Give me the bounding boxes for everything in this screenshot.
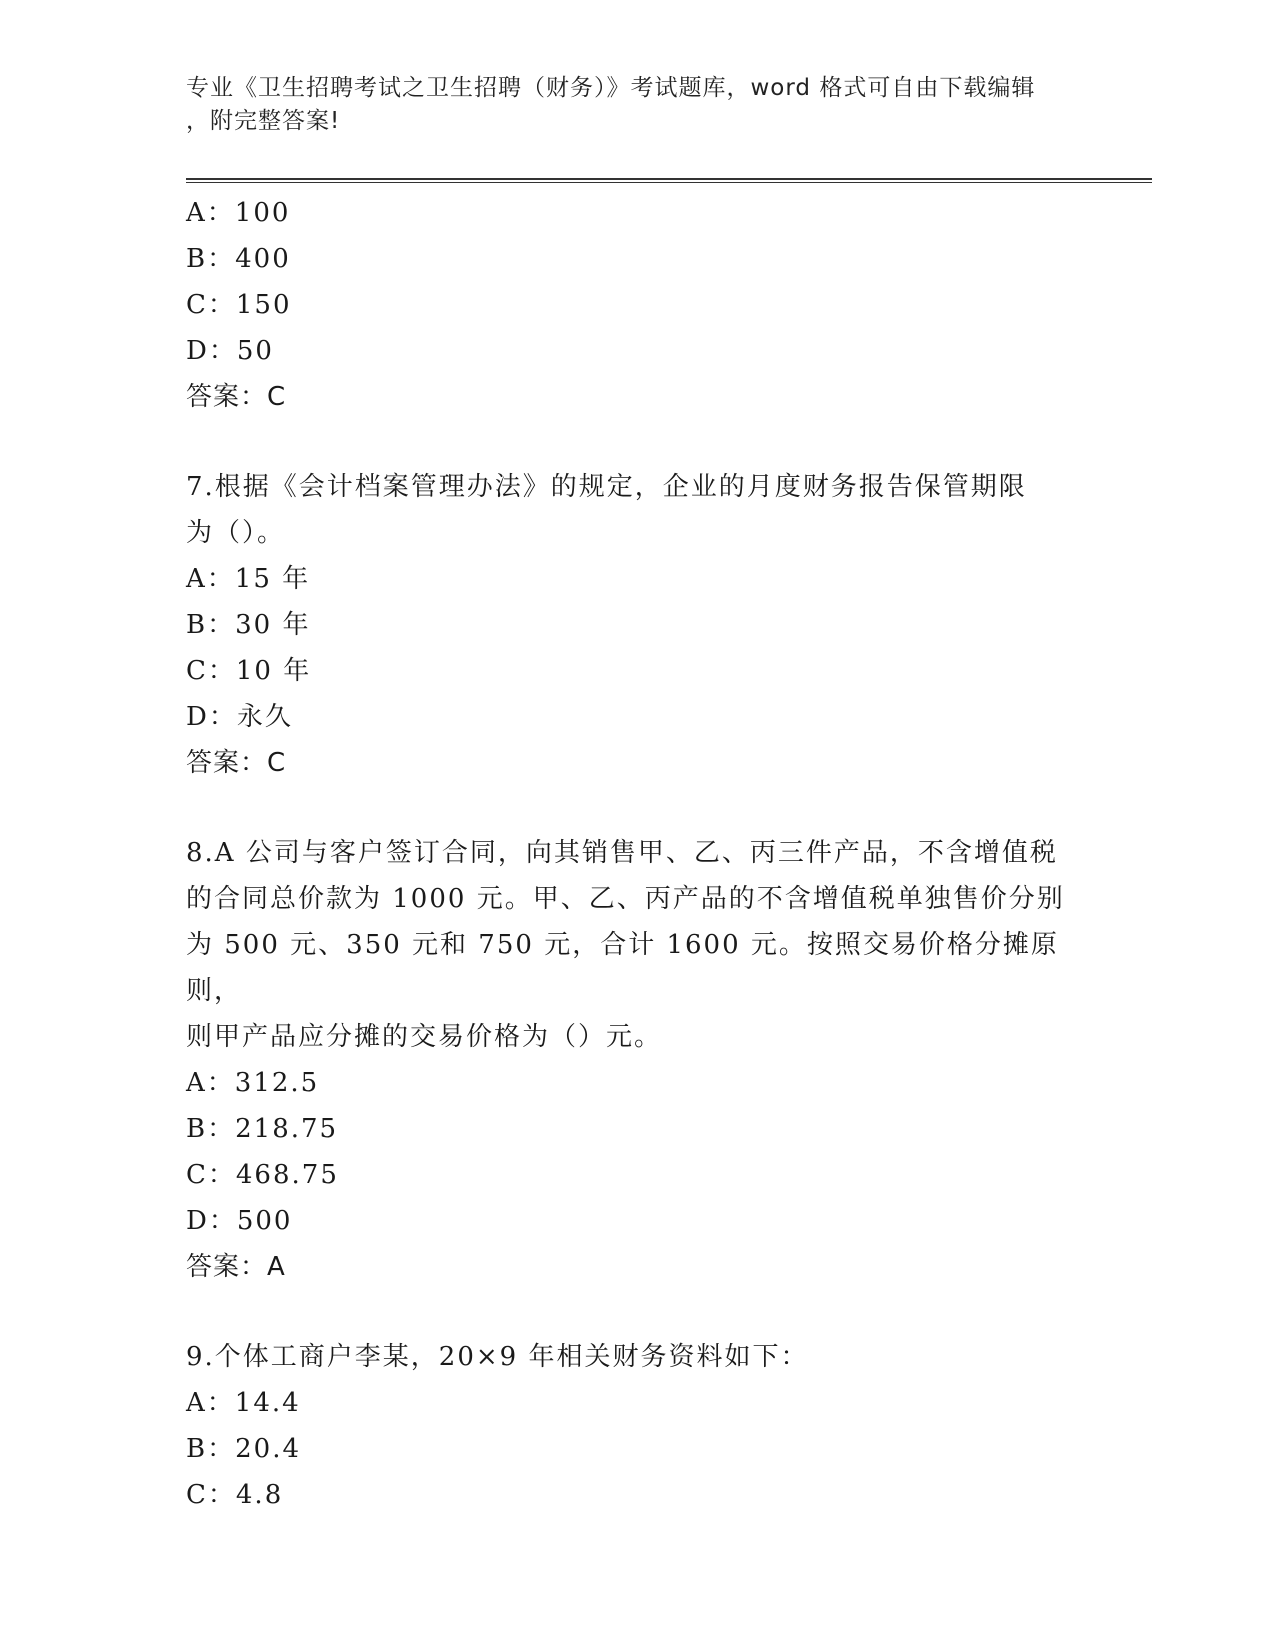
answer: 答案：A	[186, 1252, 286, 1282]
option-c: C：150	[186, 290, 292, 320]
question-stem-line: 9.个体工商户李某，20×9 年相关财务资料如下：	[186, 1342, 809, 1372]
question-stem-line: 8.A 公司与客户签订合同，向其销售甲、乙、丙三件产品，不含增值税	[186, 838, 1058, 868]
option-d: D：500	[186, 1206, 293, 1236]
question-stem-line: 为（）。	[186, 518, 286, 548]
option-c: C：10 年	[186, 656, 312, 686]
question-7	[186, 464, 1086, 786]
spacer	[186, 786, 1086, 830]
spacer	[186, 1290, 1086, 1334]
option-c: C：4.8	[186, 1480, 284, 1510]
option-a: A：312.5	[186, 1068, 320, 1098]
header-divider	[186, 178, 1152, 183]
option-c: C：468.75	[186, 1160, 339, 1190]
document-header	[186, 72, 1066, 138]
option-b: B：400	[186, 244, 291, 274]
question-9	[186, 1334, 1086, 1518]
option-d: D：50	[186, 336, 274, 366]
question-list	[186, 190, 1086, 1518]
question-stem-line: 为 500 元、350 元和 750 元，合计 1600 元。按照交易价格分摊原则，	[186, 930, 1059, 1006]
option-b: B：218.75	[186, 1114, 339, 1144]
answer: 答案：C	[186, 382, 287, 412]
header-line-2: ，附完整答案!	[186, 108, 341, 134]
spacer	[186, 420, 1086, 464]
option-a: A：100	[186, 198, 291, 228]
question-6	[186, 190, 1086, 420]
option-d: D：永久	[186, 702, 293, 732]
header-line-1: 专业《卫生招聘考试之卫生招聘（财务）》考试题库，word 格式可自由下载编辑	[186, 75, 1036, 101]
question-stem-line: 的合同总价款为 1000 元。甲、乙、丙产品的不含增值税单独售价分别	[186, 884, 1065, 914]
option-b: B：20.4	[186, 1434, 301, 1464]
option-a: A：15 年	[186, 564, 311, 594]
question-stem-line: 7.根据《会计档案管理办法》的规定，企业的月度财务报告保管期限	[186, 472, 1027, 502]
answer: 答案：C	[186, 748, 287, 778]
option-b: B：30 年	[186, 610, 311, 640]
question-stem-line: 则甲产品应分摊的交易价格为（）元。	[186, 1022, 663, 1052]
option-a: A：14.4	[186, 1388, 301, 1418]
question-8	[186, 830, 1086, 1290]
